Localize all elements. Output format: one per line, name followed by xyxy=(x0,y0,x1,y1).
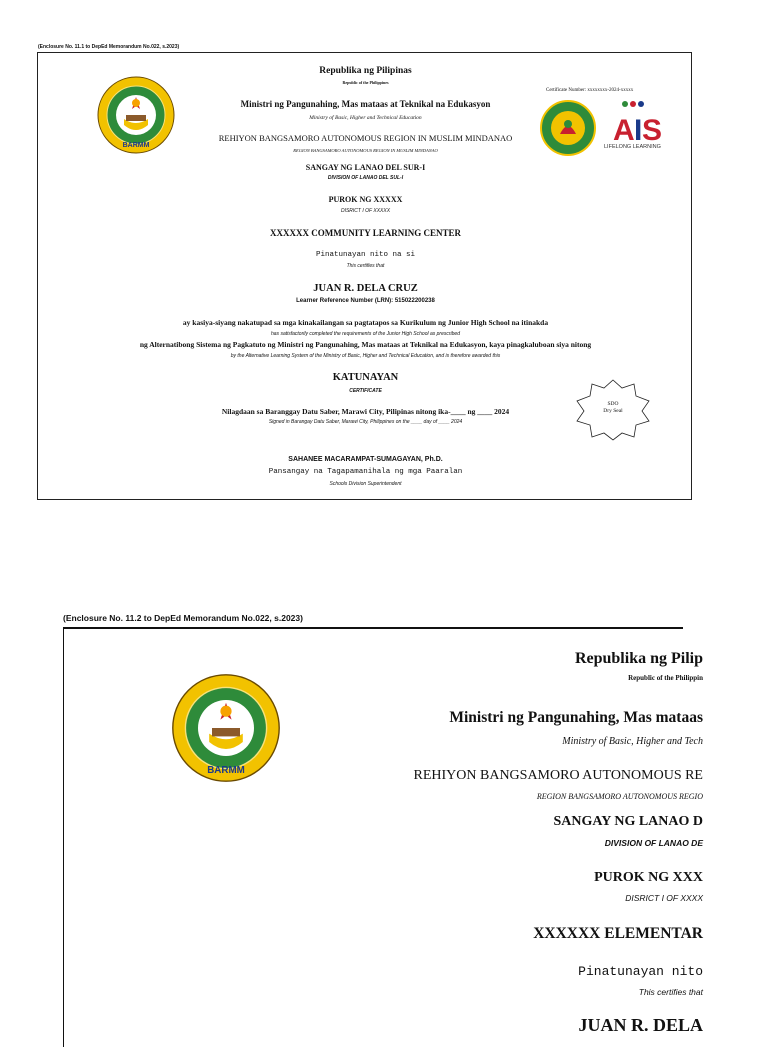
republic-title-2: Republika ng Pilip xyxy=(574,650,703,667)
certificate-number: Certificate Number: xxxxxxxx-2024-xxxxx xyxy=(546,88,634,93)
svg-text:S: S xyxy=(642,114,663,147)
signatory-name: SAHANEE MACARAMPAT-SUMAGAYAN, Ph.D. xyxy=(288,456,443,463)
dry-seal-line1: SDO xyxy=(607,401,619,407)
ministry-title: Ministri ng Pangunahing, Mas mataas at Teknikal na Edukasyon xyxy=(240,99,491,109)
division-subtitle: DIVISION OF LANAO DEL SUL-I xyxy=(327,175,404,181)
certifies-label: Pinatunayan nito na si xyxy=(315,251,416,259)
district-title-2: PUROK NG XXX xyxy=(594,870,703,885)
republic-subtitle: Republic of the Philippines xyxy=(342,80,389,85)
completion-text: ay kasiya-siyang nakatupad sa mga kinakailangan sa pagtatapos sa Kurikulum ng Junior High School na itinakda xyxy=(182,318,549,327)
als-tagline: LIFELONG LEARNING xyxy=(604,144,661,150)
region-subtitle-2: REGION BANGSAMORO AUTONOMOUS REGIO xyxy=(536,792,703,801)
certifies-subtitle-2: This certifies that xyxy=(638,987,703,997)
certificate-2 xyxy=(63,627,703,1047)
republic-subtitle-2: Republic of the Philippin xyxy=(628,674,703,682)
republic-title: Republika ng Pilipinas xyxy=(319,66,412,76)
signatory-subtitle: Schools Division Superintendent xyxy=(329,481,402,487)
district-subtitle: DISRICT I OF XXXXX xyxy=(340,208,391,214)
als-logo-icon xyxy=(606,100,668,156)
awarded-text: ng Alternatibong Sistema ng Pagkatuto ng Ministri ng Pangunahing, Mas mataas at Teknikal na Edukasyon, kaya pinagkaluboan siya nitong xyxy=(139,340,592,349)
learner-name: JUAN R. DELA CRUZ xyxy=(313,283,418,294)
district-subtitle-2: DISRICT I OF XXXX xyxy=(625,893,703,903)
ministry-title-2: Ministri ng Pangunahing, Mas mataas xyxy=(449,709,703,726)
completion-subtitle: has satisfactorily completed the requirements of the Junior High School as prescribed xyxy=(271,331,460,337)
learner-name-2: JUAN R. DELA xyxy=(578,1015,703,1035)
certificate-1 xyxy=(37,52,692,500)
school-name-2: XXXXXX ELEMENTAR xyxy=(533,925,703,942)
enclosure-label-2: (Enclosure No. 11.2 to DepEd Memorandum No.022, s.2023) xyxy=(63,613,303,623)
katunayan-subtitle: CERTIFICATE xyxy=(349,388,382,394)
signed-subtitle: Signed in Barangay Datu Saber, Marawi City, Philippines on the ____ day of ____ 2024 xyxy=(268,419,463,425)
certifies-label-2: Pinatunayan nito xyxy=(578,964,703,979)
region-title: REHIYON BANGSAMORO AUTONOMOUS REGION IN MUSLIM MINDANAO xyxy=(218,133,513,143)
barmm-seal-text-2: BARMM xyxy=(207,764,245,776)
learner-lrn: Learner Reference Number (LRN): 515022200238 xyxy=(296,298,435,304)
district-title: PUROK NG XXXXX xyxy=(328,195,403,204)
signatory-title: Pansangay na Tagapamanihala ng mga Paaralan xyxy=(268,468,463,476)
school-name: XXXXXX COMMUNITY LEARNING CENTER xyxy=(270,228,461,238)
division-title-2: SANGAY NG LANAO D xyxy=(553,814,703,829)
als-logo-text xyxy=(606,100,607,101)
barmm-seal-icon-2 xyxy=(170,672,282,784)
svg-text:I: I xyxy=(634,114,643,147)
region-title-2: REHIYON BANGSAMORO AUTONOMOUS RE xyxy=(413,768,703,783)
signed-text: Nilagdaan sa Baranggay Datu Saber, Marawi City, Pilipinas nitong ika-____ ng ____ 2024 xyxy=(221,407,510,416)
division-title: SANGAY NG LANAO DEL SUR-I xyxy=(305,163,426,172)
awarded-subtitle: by the Alternative Learning System of the Ministry of Basic, Higher and Technical Education, and is therefore awarded this xyxy=(230,353,501,359)
enclosure-label: (Enclosure No. 11.1 to DepEd Memorandum No.022, s.2023) xyxy=(38,44,180,50)
region-subtitle: REGION BANGSAMORO AUTONOMOUS REGION IN MUSLIM MINDANAO xyxy=(293,148,438,153)
division-subtitle-2: DIVISION OF LANAO DE xyxy=(604,838,703,848)
katunayan-title: KATUNAYAN xyxy=(332,372,399,383)
barmm-seal-text: BARMM xyxy=(122,142,150,149)
ministry-subtitle: Ministry of Basic, Higher and Technical Education xyxy=(309,115,422,121)
ministry-subtitle-2: Ministry of Basic, Higher and Tech xyxy=(562,736,703,747)
dry-seal-icon xyxy=(574,379,652,441)
certifies-subtitle: This certifies that xyxy=(346,263,385,269)
division-logo-icon xyxy=(540,100,596,156)
dry-seal-line2: Dry Seal xyxy=(603,408,623,414)
division-logo-text xyxy=(540,100,541,101)
svg-text:A: A xyxy=(613,114,635,147)
